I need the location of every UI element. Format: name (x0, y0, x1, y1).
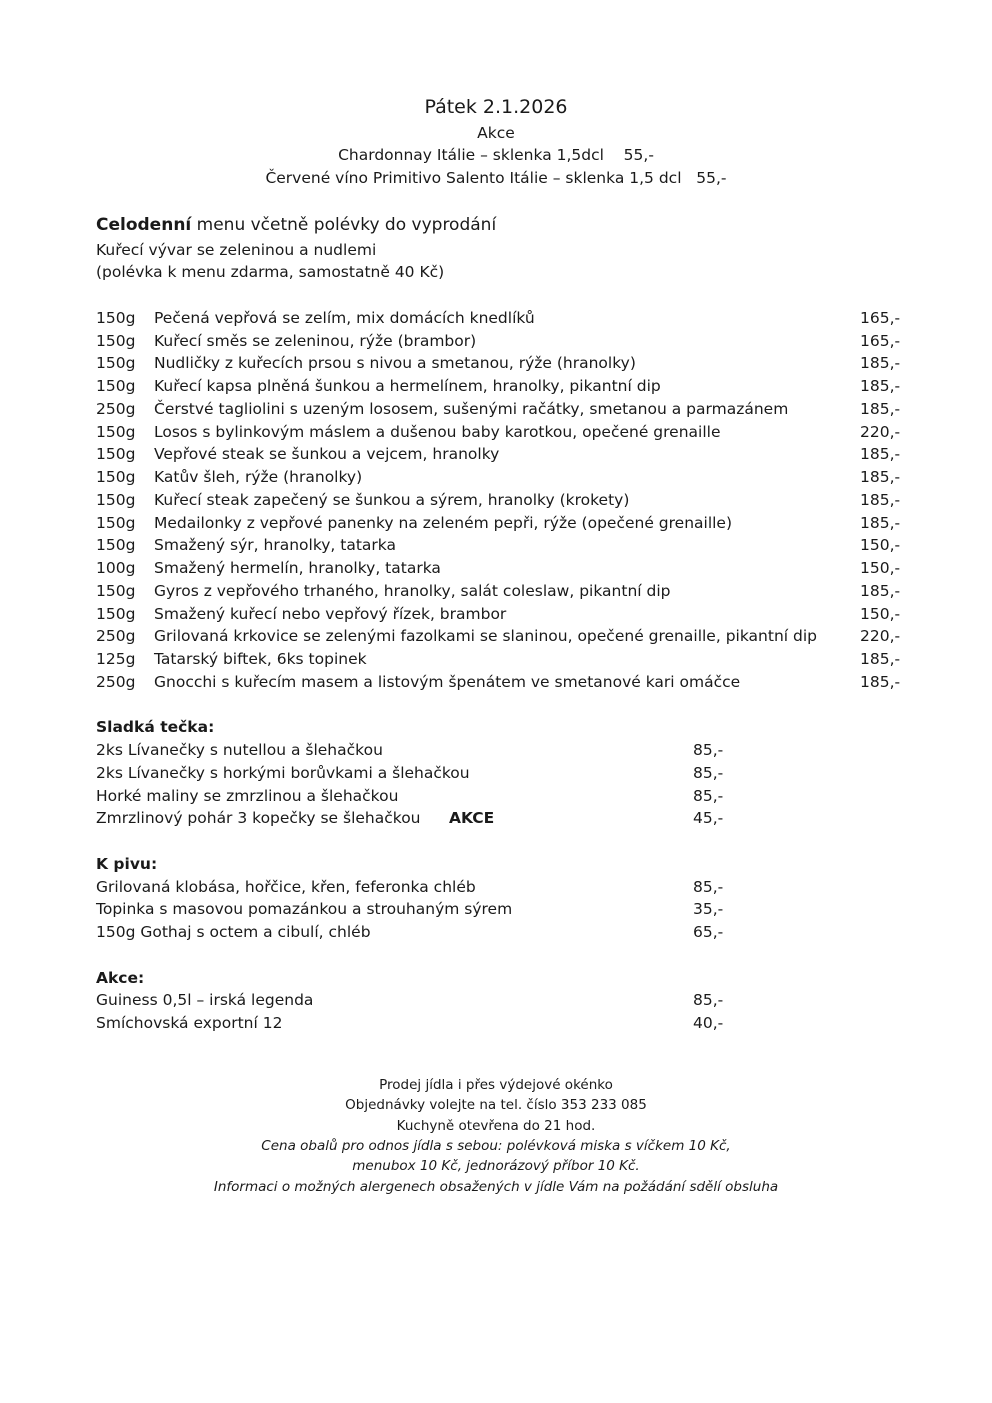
menu-item-weight: 250g (96, 673, 136, 691)
menu-item-name: Losos s bylinkovým máslem a dušenou baby karotkou, opečené grenaille (154, 423, 721, 441)
menu-item-name: Kuřecí kapsa plněná šunkou a hermelínem, hranolky, pikantní dip (154, 377, 661, 395)
beer-snack-item (96, 898, 724, 921)
menu-item-weight: 150g (96, 536, 136, 554)
promo-item (96, 989, 724, 1012)
menu-item-name: Nudličky z kuřecích prsou s nivou a smetanou, rýže (hranolky) (154, 354, 636, 372)
menu-item-price: 150,- (860, 559, 901, 577)
dessert-item (96, 807, 724, 830)
soup-note: (polévka k menu zdarma, samostatně 40 Kč) (96, 263, 445, 281)
beer-snack-price: 35,- (693, 900, 724, 918)
menu-item-price: 185,- (860, 514, 901, 532)
menu-item-name: Gnocchi s kuřecím masem a listovým špenátem ve smetanové kari omáčce (154, 673, 741, 691)
menu-item-name: Grilovaná krkovice se zelenými fazolkami se slaninou, opečené grenaille, pikantní dip (154, 627, 817, 645)
menu-item-price: 185,- (860, 673, 901, 691)
menu-item-price: 185,- (860, 491, 901, 509)
dessert-item (96, 785, 724, 808)
beer-snack-name: Grilovaná klobása, hořčice, křen, feferonka chléb (96, 878, 476, 896)
dessert-item (96, 739, 724, 762)
dessert-item-price: 85,- (693, 764, 724, 782)
dessert-item-name: 2ks Lívanečky s horkými borůvkami a šlehačkou (96, 764, 470, 782)
menu-item-price: 185,- (860, 650, 901, 668)
menu-item-weight: 150g (96, 423, 136, 441)
menu-item-price: 185,- (860, 377, 901, 395)
beer-snacks-heading: K pivu: (96, 855, 158, 873)
menu-item-weight: 150g (96, 468, 136, 486)
menu-item-weight: 150g (96, 605, 136, 623)
beer-snack-price: 85,- (693, 878, 724, 896)
dessert-item-price: 45,- (693, 809, 724, 827)
menu-item-price: 150,- (860, 605, 901, 623)
menu-item-weight: 100g (96, 559, 136, 577)
menu-item-weight: 150g (96, 309, 136, 327)
daily-menu-heading-rest: menu včetně polévky do vyprodání (191, 215, 497, 235)
promo-item (96, 1012, 724, 1035)
dessert-heading: Sladká tečka: (96, 718, 215, 736)
footer-allergens: Informaci o možných alergenech obsažených v jídle Vám na požádání sdělí obsluha (213, 1179, 779, 1195)
menu-item-name: Medailonky z vepřové panenky na zeleném pepři, rýže (opečené grenaille) (154, 514, 733, 532)
menu-item-name: Kuřecí steak zapečený se šunkou a sýrem, hranolky (krokety) (154, 491, 630, 509)
menu-item-weight: 250g (96, 400, 136, 418)
footer-packaging-1: Cena obalů pro odnos jídla s sebou: polévková miska s víčkem 10 Kč, (261, 1138, 731, 1154)
menu-item-name: Katův šleh, rýže (hranolky) (154, 468, 363, 486)
menu-item-price: 150,- (860, 536, 901, 554)
menu-item-price: 185,- (860, 445, 901, 463)
menu-item-weight: 150g (96, 445, 136, 463)
menu-item-name: Čerstvé tagliolini s uzeným lososem, sušenými račátky, smetanou a parmazánem (154, 400, 789, 418)
promo-item-price: 40,- (693, 1014, 724, 1032)
menu-item-price: 220,- (860, 627, 901, 645)
menu-item-name: Smažený hermelín, hranolky, tatarka (154, 559, 441, 577)
menu-item-price: 165,- (860, 309, 901, 327)
menu-item-name: Smažený kuřecí nebo vepřový řízek, brambor (154, 605, 507, 623)
beer-snack-item (96, 876, 724, 899)
menu-item-price: 185,- (860, 400, 901, 418)
beer-snack-name: Topinka s masovou pomazánkou a strouhaným sýrem (96, 900, 513, 918)
dessert-item-price: 85,- (693, 741, 724, 759)
menu-item-price: 165,- (860, 332, 901, 350)
promo-item-price: 85,- (693, 991, 724, 1009)
akce-label: Akce (477, 124, 515, 142)
menu-item-name: Kuřecí směs se zeleninou, rýže (brambor) (154, 332, 477, 350)
menu-item-price: 220,- (860, 423, 901, 441)
menu-item-name: Vepřové steak se šunkou a vejcem, hranolky (154, 445, 500, 463)
menu-item-weight: 150g (96, 332, 136, 350)
dessert-item-name: Horké maliny se zmrzlinou a šlehačkou (96, 787, 399, 805)
menu-item-price: 185,- (860, 582, 901, 600)
promo-item-name: Smíchovská exportní 12 (96, 1014, 283, 1032)
menu-item-price: 185,- (860, 354, 901, 372)
menu-item-name: Pečená vepřová se zelím, mix domácích knedlíků (154, 309, 535, 327)
dessert-item-name: 2ks Lívanečky s nutellou a šlehačkou (96, 741, 383, 759)
footer-takeaway: Prodej jídla i přes výdejové okénko (379, 1077, 613, 1093)
promo-item-name: Guiness 0,5l – irská legenda (96, 991, 314, 1009)
wine-offer-1: Chardonnay Itálie – sklenka 1,5dcl 55,- (338, 146, 654, 164)
menu-item-weight: 150g (96, 582, 136, 600)
beer-snack-name: 150g Gothaj s octem a cibulí, chléb (96, 923, 371, 941)
beer-snack-price: 65,- (693, 923, 724, 941)
menu-item-price: 185,- (860, 468, 901, 486)
daily-menu-heading (96, 215, 496, 235)
menu-item-weight: 150g (96, 354, 136, 372)
menu-item-weight: 125g (96, 650, 136, 668)
page-title: Pátek 2.1.2026 (424, 96, 568, 118)
akce-badge: AKCE (449, 809, 495, 827)
daily-menu-heading-bold: Celodenní (96, 215, 192, 235)
menu-item-weight: 150g (96, 491, 136, 509)
menu-item-weight: 250g (96, 627, 136, 645)
footer-packaging-2: menubox 10 Kč, jednorázový příbor 10 Kč. (352, 1158, 640, 1174)
wine-offer-2: Červené víno Primitivo Salento Itálie – sklenka 1,5 dcl 55,- (265, 169, 727, 187)
menu-item-name: Gyros z vepřového trhaného, hranolky, salát coleslaw, pikantní dip (154, 582, 671, 600)
menu-item-name: Tatarský biftek, 6ks topinek (154, 650, 367, 668)
promo-heading: Akce: (96, 969, 145, 987)
menu-item-name: Smažený sýr, hranolky, tatarka (154, 536, 396, 554)
dessert-item-name: Zmrzlinový pohár 3 kopečky se šlehačkou (96, 809, 421, 827)
dessert-item (96, 762, 724, 785)
soup-of-day: Kuřecí vývar se zeleninou a nudlemi (96, 241, 377, 259)
dessert-item-price: 85,- (693, 787, 724, 805)
menu-item-weight: 150g (96, 377, 136, 395)
footer-kitchen-hours: Kuchyně otevřena do 21 hod. (396, 1118, 596, 1134)
beer-snack-item (96, 921, 724, 944)
footer-phone: Objednávky volejte na tel. číslo 353 233 085 (345, 1097, 647, 1113)
menu-item-weight: 150g (96, 514, 136, 532)
